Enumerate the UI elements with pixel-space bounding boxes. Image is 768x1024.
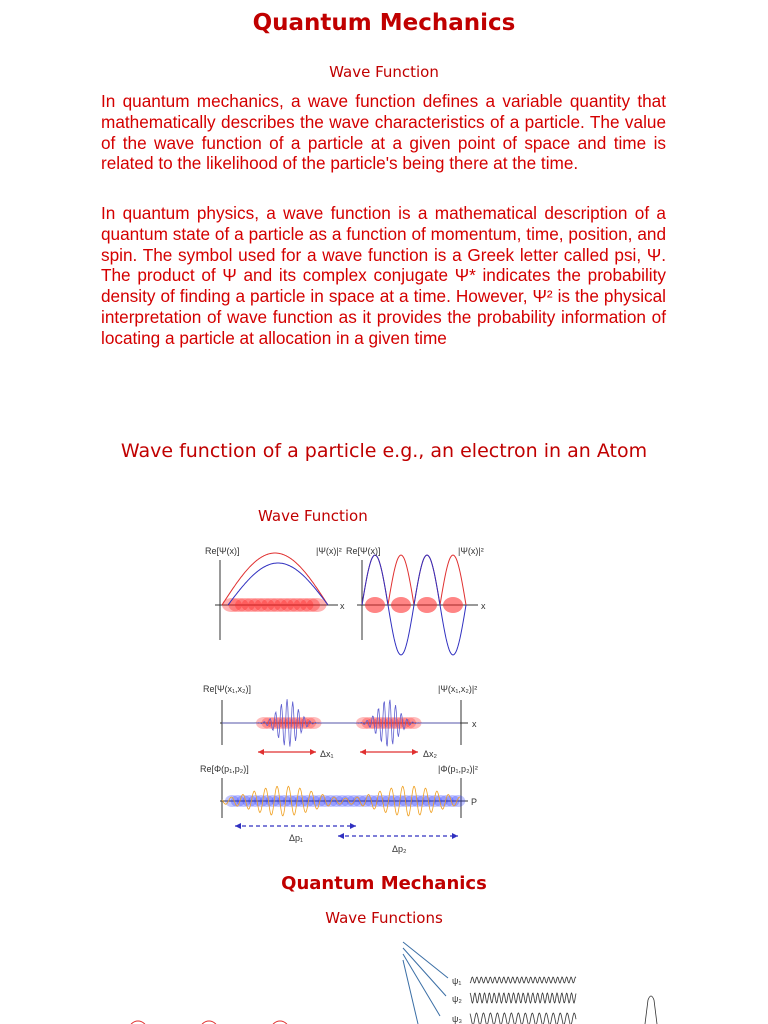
probability-blob <box>365 597 385 613</box>
label-abs-psi-x12: |Ψ(x₁,x₂)|² <box>438 684 478 694</box>
label-x-pos: x <box>472 719 477 729</box>
figure-title: Wave Function <box>258 507 368 525</box>
probability-blob <box>391 597 411 613</box>
probability-blob <box>417 597 437 613</box>
label-re-phi-p12: Re[Φ(p₁,p₂)] <box>200 764 249 774</box>
panel-stationary-right <box>346 546 486 655</box>
label-psi2: ψ₂ <box>452 994 462 1004</box>
paragraph-1: In quantum mechanics, a wave function defines a variable quantity that mathematically describes the wave characteristics of a particle. The value of the wave function of a particle at a given point of space and time is related to the likelihood of the particle's being there at the time. <box>101 91 666 174</box>
section-heading: Wave function of a particle e.g., an electron in an Atom <box>120 440 648 462</box>
label-delta-p2: Δp₂ <box>392 844 407 854</box>
label-x-right: x <box>481 601 486 611</box>
page-title: Quantum Mechanics <box>252 10 516 36</box>
probability-blob <box>307 598 327 612</box>
label-x-left: x <box>340 601 345 611</box>
label-abs-phi-p12: |Φ(p₁,p₂)|² <box>438 764 478 774</box>
panel-momentum-space <box>200 764 478 854</box>
label-psi1: ψ₁ <box>452 976 462 986</box>
label-p-axis: P <box>471 797 478 807</box>
label-psi3: ψ₃ <box>452 1014 463 1024</box>
probability-blob <box>443 597 463 613</box>
label-re-psi-left: Re[Ψ(x)] <box>205 546 240 556</box>
label-abs-psi-right: |Ψ(x)|² <box>458 546 484 556</box>
panel-position-space <box>203 684 477 759</box>
label-delta-x2: Δx₂ <box>423 749 438 759</box>
label-delta-p1: Δp₁ <box>289 833 304 843</box>
label-abs-psi-left: |Ψ(x)|² <box>316 546 342 556</box>
panel-stationary-left <box>205 546 345 640</box>
paragraph-2: In quantum physics, a wave function is a mathematical description of a quantum state of a particle as a function of momentum, time, position, and spin. The symbol used for a wave function is a Greek letter called psi, Ψ. The product of Ψ and its complex conjugate Ψ* indicates the probability density of finding a particle in space at a time. However, Ψ² is the physical interpretation of wave function as it provides the probability information of locating a particle at allocation in a given time <box>101 203 666 348</box>
label-re-psi-right: Re[Ψ(x)] <box>346 546 381 556</box>
label-re-psi-x12: Re[Ψ(x₁,x₂)] <box>203 684 252 694</box>
section2-title: Quantum Mechanics <box>281 873 487 894</box>
wave-functions-diagram <box>129 942 657 1024</box>
section2-subtitle: Wave Functions <box>325 909 443 927</box>
label-delta-x1: Δx₁ <box>320 749 334 759</box>
page-subtitle: Wave Function <box>329 63 439 81</box>
